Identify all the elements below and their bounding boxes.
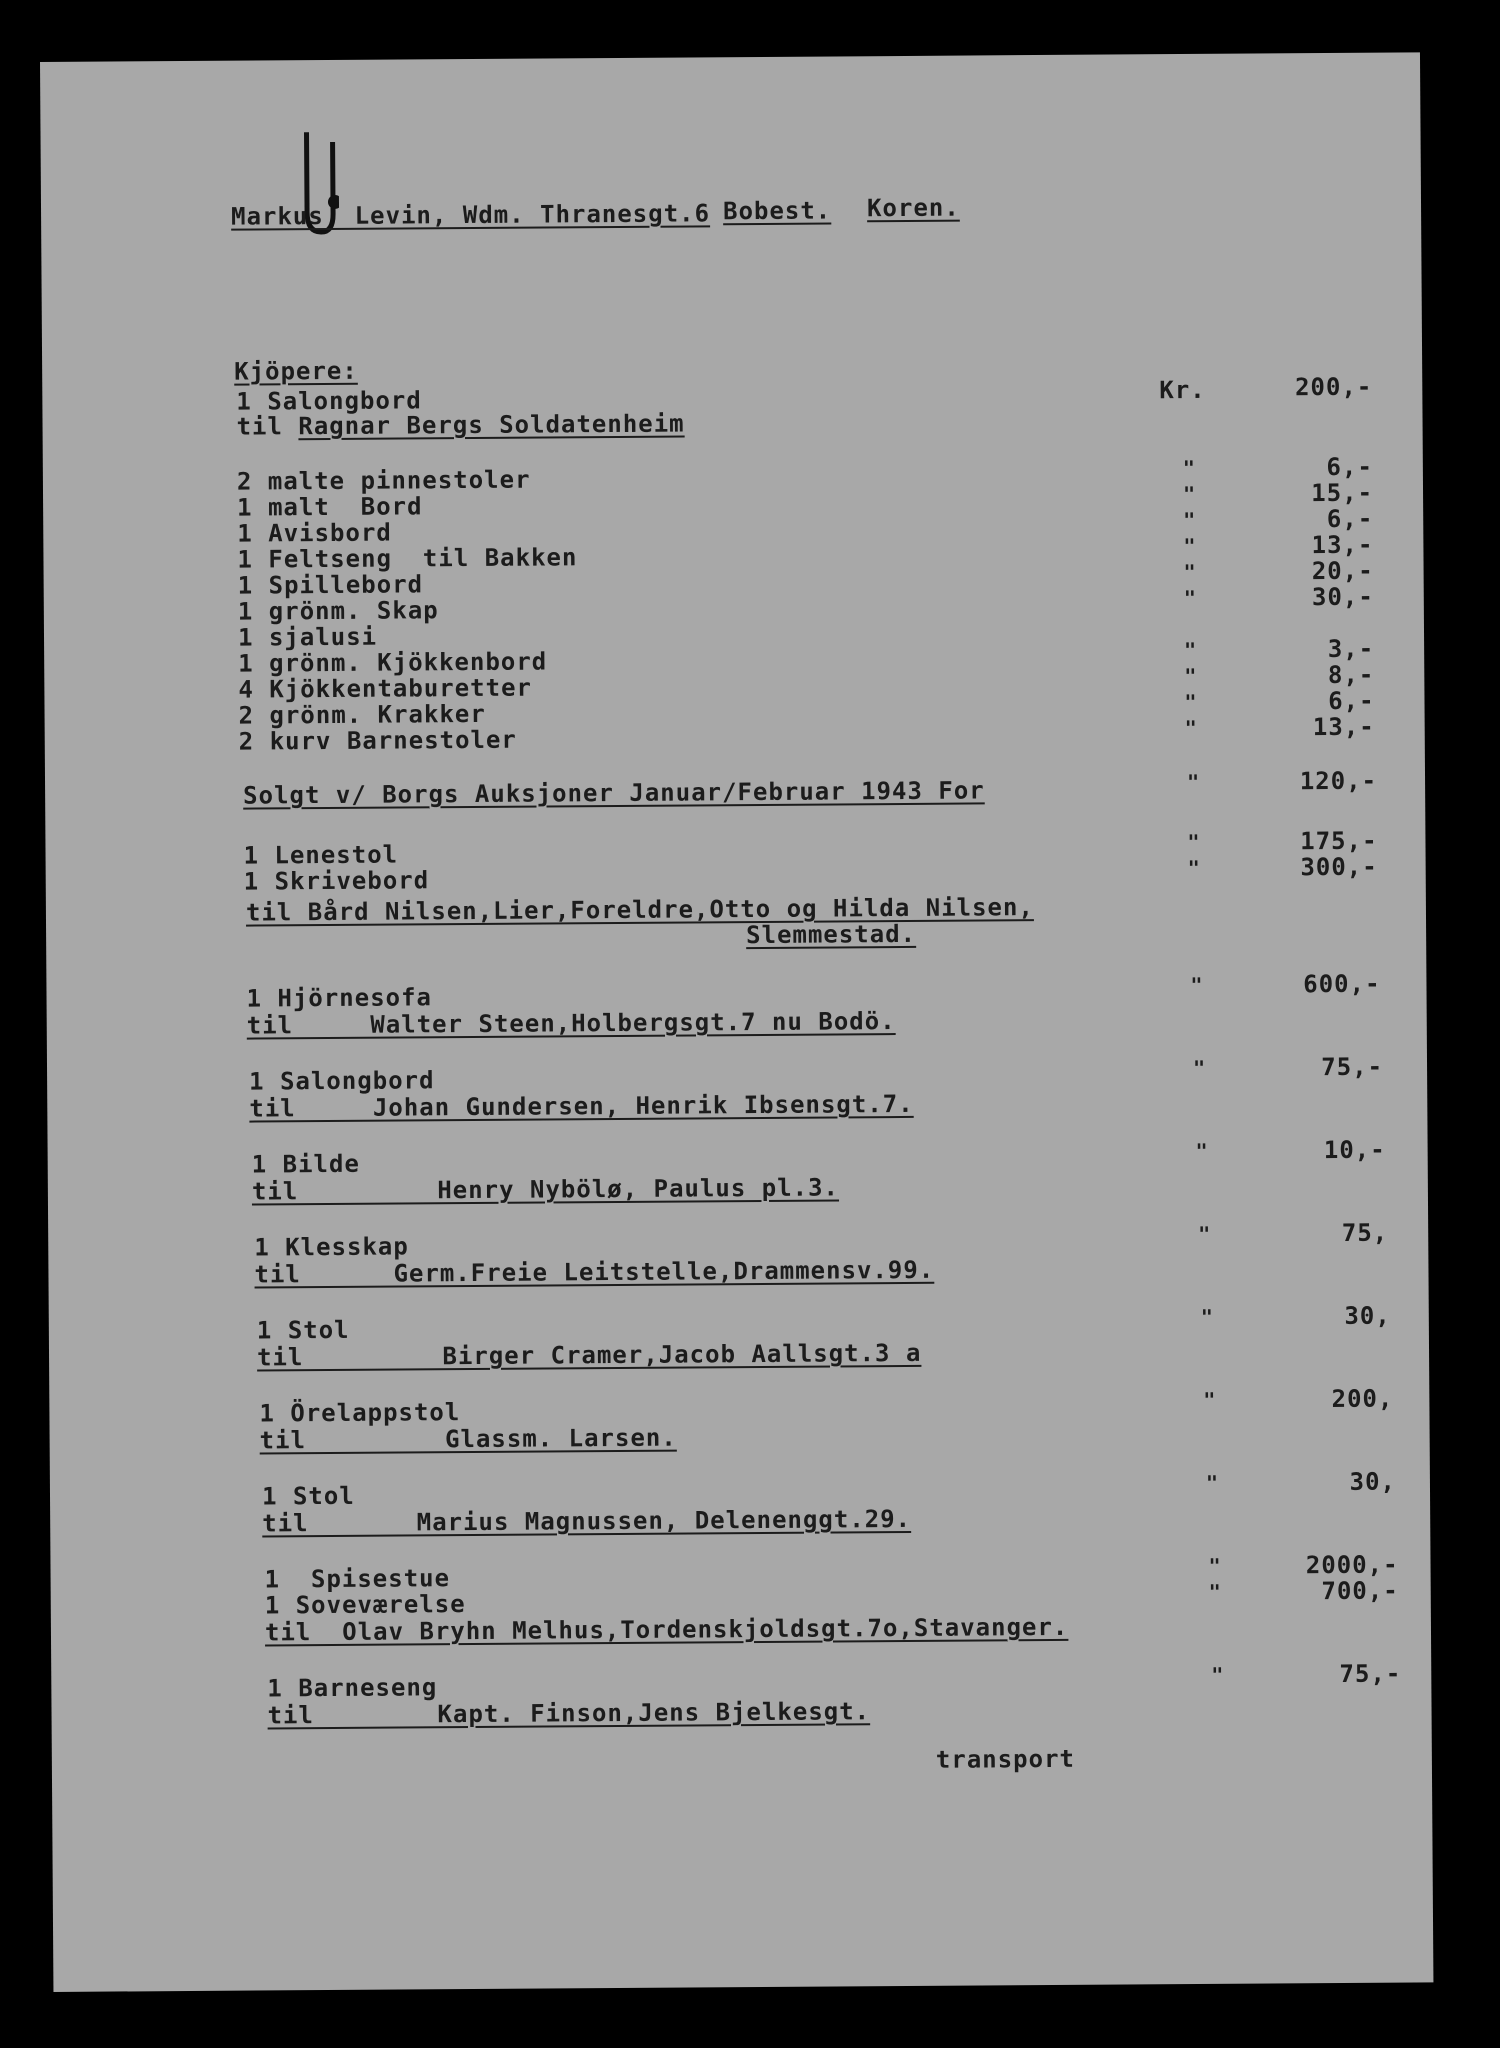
line-12: 2 kurv Barnestoler xyxy=(238,725,517,756)
amount-33: 700,- xyxy=(1321,1576,1399,1606)
ditto-7: " xyxy=(1183,585,1196,611)
ditto-30: " xyxy=(1205,1470,1219,1495)
ditto-28: " xyxy=(1203,1387,1216,1412)
line-33: 1 Soveværelse xyxy=(264,1590,466,1620)
line-11: 2 grönm. Krakker xyxy=(238,699,486,730)
ditto-15: " xyxy=(1187,855,1200,881)
amount-5: 13,- xyxy=(1311,530,1374,560)
line-16: til Bård Nilsen,Lier,Foreldre,Otto og Hilda Nilsen, xyxy=(245,893,1034,927)
amount-10: 8,- xyxy=(1327,660,1375,690)
line-5: 1 Feltseng til Bakken xyxy=(237,543,578,574)
line-6: 1 Spillebord xyxy=(237,570,424,600)
amount-24: 75, xyxy=(1341,1218,1389,1247)
line-19: til Walter Steen,Holbergsgt.7 nu Bodö. xyxy=(246,1007,896,1040)
footer-transport: transport xyxy=(935,1744,1076,1774)
ditto-32: " xyxy=(1208,1553,1221,1578)
ditto-12: " xyxy=(1184,715,1197,741)
amount-13: 120,- xyxy=(1299,766,1378,796)
buyers-heading: Kjöpere: xyxy=(234,356,358,386)
amount-12: 13,- xyxy=(1312,712,1375,742)
line-36: til Kapt. Finson,Jens Bjelkesgt. xyxy=(267,1697,871,1730)
ditto-13: " xyxy=(1186,769,1200,795)
line-3: 1 malt Bord xyxy=(237,492,423,522)
line-7: 1 grönm. Skap xyxy=(237,596,439,626)
ditto-20: " xyxy=(1192,1055,1206,1080)
line-29: til Glassm. Larsen. xyxy=(259,1423,677,1455)
amount-11: 6,- xyxy=(1328,686,1375,716)
line-25: til Germ.Freie Leitstelle,Drammensv.99. xyxy=(254,1255,935,1289)
ditto-33: " xyxy=(1208,1579,1221,1604)
ditto-11: " xyxy=(1184,689,1197,715)
line-10: 4 Kjökkentaburetter xyxy=(238,673,533,704)
header-name: Markus Levin, Wdm. Thranesgt.6 xyxy=(230,199,711,231)
amount-22: 10,- xyxy=(1323,1135,1386,1165)
line-8: 1 sjalusi xyxy=(237,622,378,652)
line-27: til Birger Cramer,Jacob Aallsgt.3 a xyxy=(256,1338,922,1372)
line-24: 1 Klesskap xyxy=(254,1232,409,1262)
line-35: 1 Barneseng xyxy=(267,1673,438,1703)
line-32: 1 Spisestue xyxy=(264,1564,451,1594)
amount-3: 15,- xyxy=(1311,478,1374,508)
line-22: 1 Bilde xyxy=(251,1149,360,1179)
ditto-4: " xyxy=(1183,507,1196,533)
amount-28: 200, xyxy=(1331,1384,1394,1414)
line-9: 1 grönm. Kjökkenbord xyxy=(238,647,548,678)
amount-7: 30,- xyxy=(1311,582,1374,612)
ditto-26: " xyxy=(1200,1304,1213,1329)
amount-26: 30, xyxy=(1344,1301,1391,1330)
line-2: 2 malte pinnestoler xyxy=(236,465,531,496)
line-1: til Ragnar Bergs Soldatenheim xyxy=(236,409,685,441)
amount-18: 600,- xyxy=(1303,969,1381,999)
ditto-5: " xyxy=(1183,533,1196,559)
amount-20: 75,- xyxy=(1321,1052,1384,1082)
line-13: Solgt v/ Borgs Auksjoner Januar/Februar 1943 For xyxy=(243,776,985,810)
amount-30: 30, xyxy=(1349,1467,1397,1496)
ditto-35: " xyxy=(1211,1662,1224,1687)
line-23: til Henry Nybölø, Paulus pl.3. xyxy=(251,1173,840,1206)
ditto-18: " xyxy=(1190,972,1203,997)
amount-35: 75,- xyxy=(1339,1659,1402,1688)
line-17: Slemmestad. xyxy=(746,919,917,950)
header-estate: Bobest. xyxy=(722,196,832,226)
line-15: 1 Skrivebord xyxy=(243,866,430,896)
ditto-14: " xyxy=(1187,829,1200,855)
amount-9: 3,- xyxy=(1327,634,1375,664)
amount-15: 300,- xyxy=(1300,852,1378,882)
ditto-24: " xyxy=(1198,1221,1211,1246)
line-31: til Marius Magnussen, Delenenggt.29. xyxy=(262,1504,912,1538)
amount-0: 200,- xyxy=(1294,372,1373,402)
ditto-10: " xyxy=(1184,663,1197,689)
line-30: 1 Stol xyxy=(261,1481,355,1511)
amount-4: 6,- xyxy=(1326,504,1374,534)
ditto-9: " xyxy=(1184,637,1197,663)
line-18: 1 Hjörnesofa xyxy=(246,983,433,1013)
line-0: 1 Salongbord xyxy=(236,386,422,416)
ditto-22: " xyxy=(1195,1138,1208,1163)
ditto-3: " xyxy=(1182,481,1196,507)
ditto-6: " xyxy=(1183,559,1196,585)
line-14: 1 Lenestol xyxy=(243,840,399,870)
line-28: 1 Örelappstol xyxy=(259,1398,461,1428)
amount-32: 2000,- xyxy=(1305,1550,1399,1580)
line-34: til Olav Bryhn Melhus,Tordenskjoldsgt.7o,Stavanger. xyxy=(264,1612,1069,1647)
line-20: 1 Salongbord xyxy=(249,1066,435,1096)
ditto-2: " xyxy=(1182,455,1195,481)
amount-14: 175,- xyxy=(1300,826,1378,856)
line-26: 1 Stol xyxy=(256,1315,350,1345)
currency-label: Kr. xyxy=(1159,375,1206,405)
line-21: til Johan Gundersen, Henrik Ibsensgt.7. xyxy=(249,1089,914,1123)
header-official: Koren. xyxy=(866,193,960,223)
line-4: 1 Avisbord xyxy=(237,518,392,548)
amount-6: 20,- xyxy=(1311,556,1374,586)
document-page xyxy=(40,52,1433,1992)
amount-2: 6,- xyxy=(1326,452,1373,482)
